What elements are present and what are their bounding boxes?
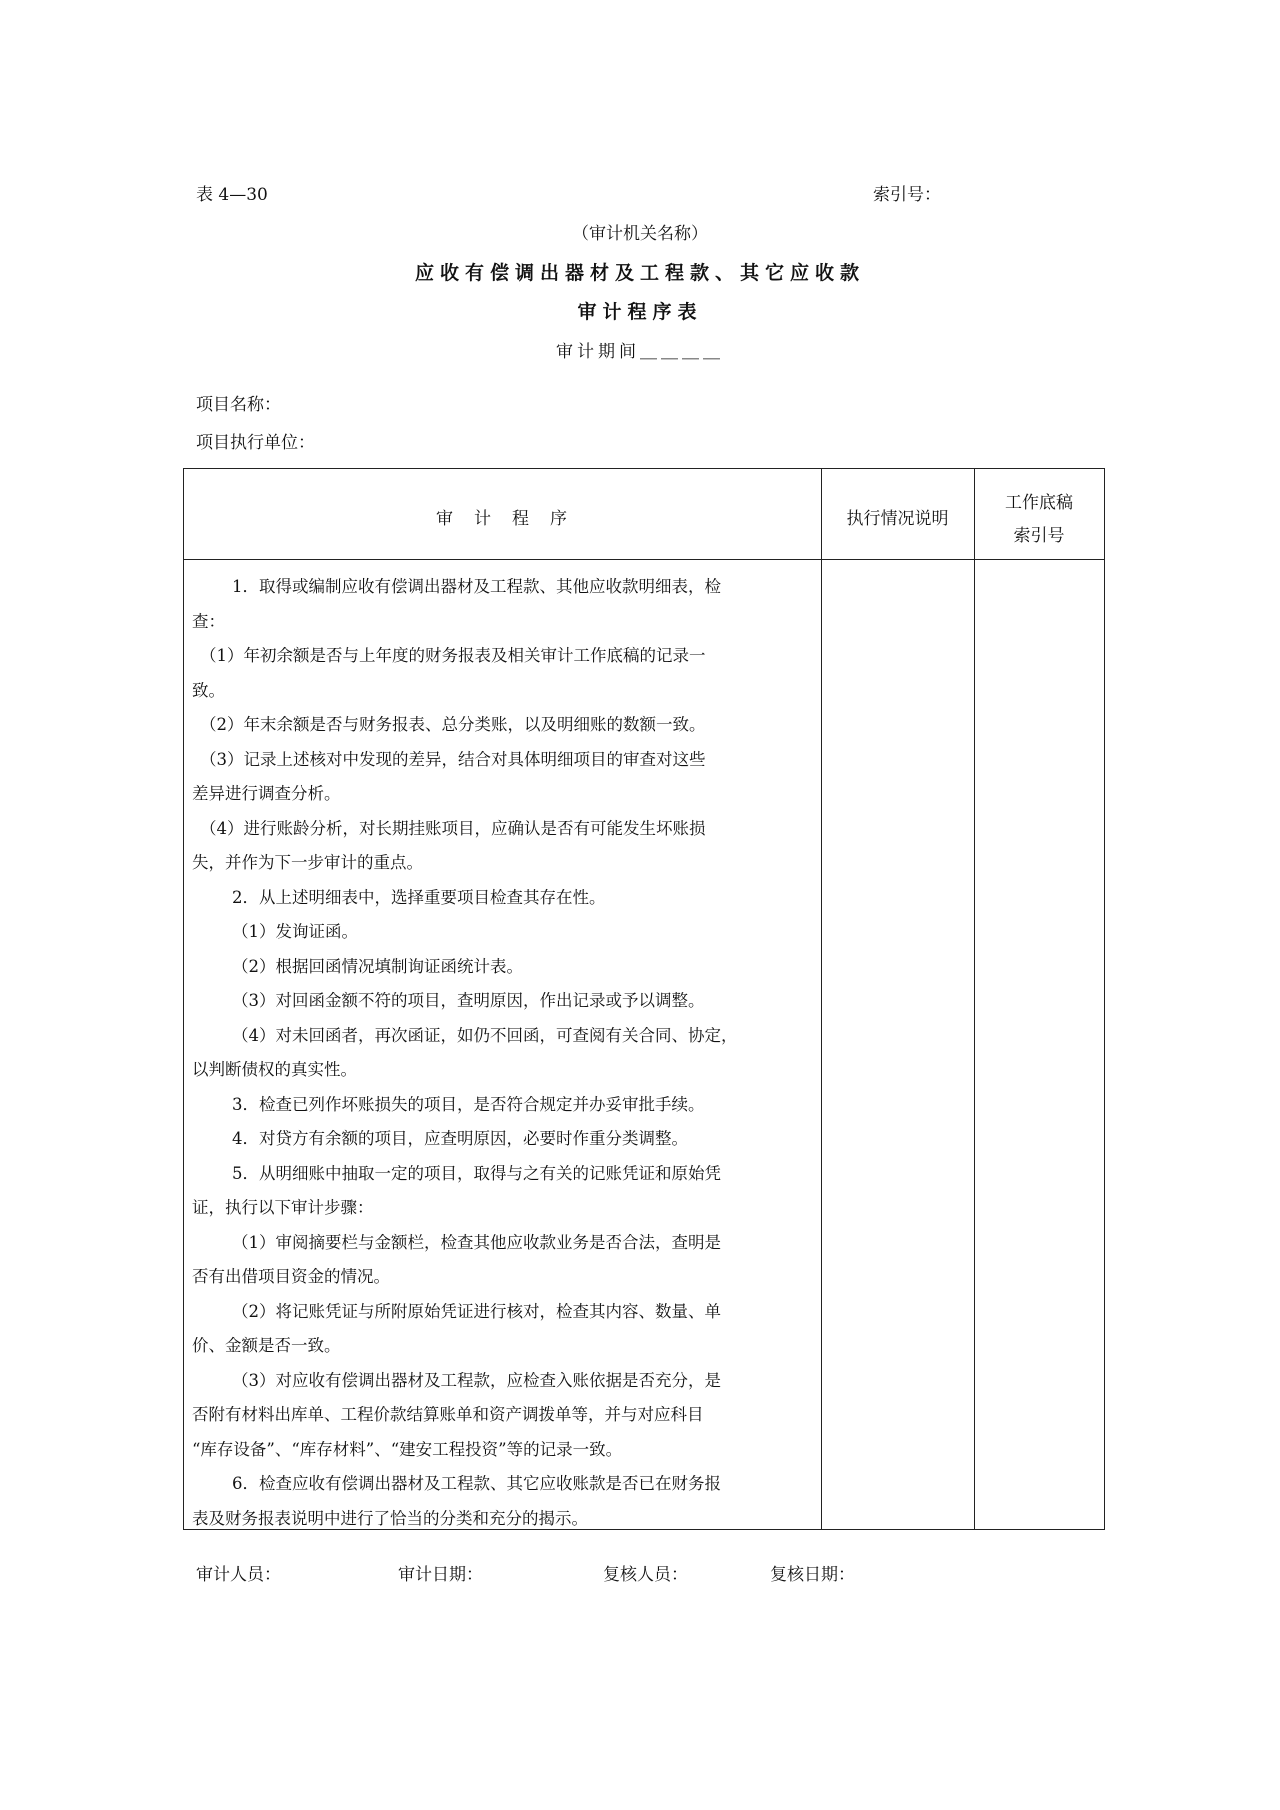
procedure-line: 失，并作为下一步审计的重点。 — [192, 853, 423, 872]
reviewer-label: 复核人员： — [603, 1565, 688, 1585]
procedure-line: 5．从明细账中抽取一定的项目，取得与之有关的记账凭证和原始凭 — [232, 1163, 721, 1183]
procedure-line: 价、金额是否一致。 — [192, 1336, 341, 1355]
procedure-line: 证，执行以下审计步骤： — [192, 1198, 374, 1217]
procedure-line: 差异进行调查分析。 — [192, 784, 341, 803]
procedure-line: 4．对贷方有余额的项目，应查明原因，必要时作重分类调整。 — [232, 1129, 688, 1148]
procedure-line: 2．从上述明细表中，选择重要项目检查其存在性。 — [232, 887, 606, 907]
index-number-label: 索引号： — [873, 185, 941, 205]
column-divider — [974, 469, 975, 1529]
procedure-line: （1）审阅摘要栏与金额栏，检查其他应收款业务是否合法，查明是 — [232, 1232, 721, 1252]
header-divider — [184, 559, 1104, 560]
procedure-line: 1．取得或编制应收有偿调出器材及工程款、其他应收款明细表，检 — [232, 577, 721, 596]
procedure-line: （4）进行账龄分析，对长期挂账项目，应确认是否有可能发生坏账损 — [200, 818, 706, 838]
review-date-label: 复核日期： — [770, 1565, 855, 1585]
procedure-line: 查： — [192, 611, 225, 631]
procedure-line: 否附有材料出库单、工程价款结算账单和资产调拨单等，并与对应科目 — [192, 1405, 704, 1424]
table-number: 表 4—30 — [196, 185, 268, 205]
column-header-procedure: 审 计 程 序 — [436, 509, 569, 529]
audit-period: 审计期间＿＿＿＿ — [556, 342, 724, 362]
document-subtitle: 审计程序表 — [577, 301, 703, 323]
column-header-index-line1: 工作底稿 — [1005, 493, 1073, 513]
procedure-line: （3）记录上述核对中发现的差异，结合对具体明细项目的审查对这些 — [200, 749, 706, 769]
procedure-line: （2）年末余额是否与财务报表、总分类账，以及明细账的数额一致。 — [200, 715, 706, 734]
column-divider — [821, 469, 822, 1529]
org-name: （审计机关名称） — [572, 224, 708, 244]
procedure-text — [192, 570, 812, 1536]
procedure-line: （2）根据回函情况填制询证函统计表。 — [232, 956, 523, 976]
procedure-line: 6．检查应收有偿调出器材及工程款、其它应收账款是否已在财务报 — [232, 1474, 721, 1493]
procedure-line: “库存设备”、“库存材料”、“建安工程投资”等的记录一致。 — [192, 1439, 623, 1459]
procedure-line: （1）发询证函。 — [232, 922, 358, 941]
project-unit-label: 项目执行单位： — [196, 433, 315, 453]
procedure-line: 以判断债权的真实性。 — [192, 1060, 357, 1079]
column-header-index-line2: 索引号 — [1013, 526, 1065, 546]
procedure-line: 表及财务报表说明中进行了恰当的分类和充分的揭示。 — [192, 1508, 588, 1528]
auditor-label: 审计人员： — [196, 1565, 281, 1585]
procedure-line: （3）对回函金额不符的项目，查明原因，作出记录或予以调整。 — [232, 991, 705, 1010]
procedure-line: （4）对未回函者，再次函证，如仍不回函，可查阅有关合同、协定， — [232, 1025, 738, 1045]
column-header-execution: 执行情况说明 — [846, 509, 949, 529]
procedure-line: 3．检查已列作坏账损失的项目，是否符合规定并办妥审批手续。 — [232, 1094, 705, 1114]
procedure-line: 否有出借项目资金的情况。 — [192, 1267, 390, 1286]
project-name-label: 项目名称： — [196, 395, 281, 415]
procedure-line: （2）将记账凭证与所附原始凭证进行核对，检查其内容、数量、单 — [232, 1301, 721, 1321]
procedure-line: （3）对应收有偿调出器材及工程款，应检查入账依据是否充分，是 — [232, 1370, 721, 1390]
procedure-line: 致。 — [192, 680, 225, 700]
document-title: 应收有偿调出器材及工程款、其它应收款 — [414, 262, 865, 284]
audit-date-label: 审计日期： — [398, 1565, 483, 1585]
procedure-line: （1）年初余额是否与上年度的财务报表及相关审计工作底稿的记录一 — [200, 646, 706, 665]
